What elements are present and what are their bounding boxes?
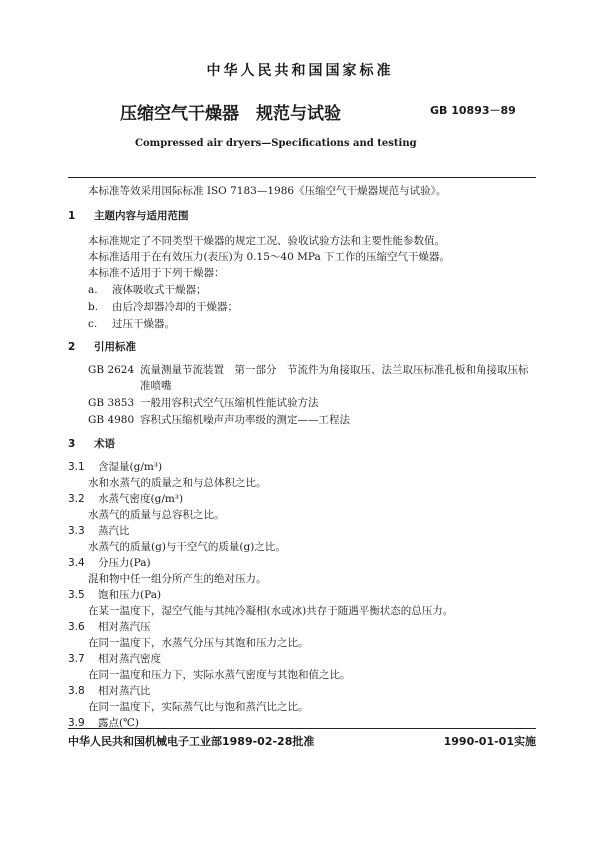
reference-item [88,413,350,427]
term-number: 3.7 [68,653,85,665]
term-name: 含湿量(g/m³) [98,461,163,473]
term-definition: 水蒸气的质量(g)与干空气的质量(g)之比。 [88,541,286,553]
list-item [88,300,238,314]
term-name: 露点(℃) [98,717,139,729]
term-definition: 在同一温度和压力下，实际水蒸气密度与其饱和值之比。 [88,669,351,681]
reference-code: GB 2624 [88,364,135,376]
list-item [88,283,207,297]
term-name: 相对蒸汽比 [98,685,151,697]
list-label: c. [88,318,98,330]
section-title: 主题内容与适用范围 [94,210,189,222]
reference-code: GB 4980 [88,414,135,426]
section-number: 2 [68,341,76,353]
term-name: 蒸汽比 [98,525,130,537]
list-text: 过压干燥器。 [112,318,175,330]
term-heading [68,492,183,506]
term-number: 3.8 [68,685,85,697]
term-name: 相对蒸汽压 [98,621,151,633]
paragraph: 本标准规定了不同类型干燥器的规定工况、验收试验方法和主要性能参数值。 [88,235,445,247]
document-title: 压缩空气干燥器 规范与试验 [120,104,341,124]
list-text: 由后冷却器冷却的干燥器； [112,301,238,313]
term-number: 3.9 [68,717,85,729]
section-3-heading [68,437,115,451]
footer-divider [68,728,536,729]
english-title: Compressed air dryers—Specifications and testing [135,138,417,149]
term-heading [68,588,161,602]
reference-title: 一般用容积式空气压缩机性能试验方法 [140,397,319,409]
section-title: 术语 [94,438,115,450]
section-title: 引用标准 [94,341,136,353]
section-1-heading [68,209,189,223]
list-text: 液体吸收式干燥器； [112,284,207,296]
term-definition: 混和物中任一组分所产生的绝对压力。 [88,573,267,585]
term-heading [68,556,151,570]
term-number: 3.1 [68,461,85,473]
term-heading [68,620,151,634]
term-number: 3.2 [68,493,85,505]
term-heading [68,652,161,666]
term-definition: 在同一温度下，实际蒸气比与饱和蒸汽比之比。 [88,701,309,713]
term-definition: 在同一温度下，水蒸气分压与其饱和压力之比。 [88,637,309,649]
term-number: 3.5 [68,589,85,601]
section-number: 3 [68,438,76,450]
issuer-heading: 中华人民共和国国家标准 [206,63,394,79]
reference-item [88,363,529,377]
term-heading [68,684,151,698]
reference-code: GB 3853 [88,397,135,409]
list-label: b. [88,301,99,313]
term-definition: 水蒸气的质量与总容积之比。 [88,509,225,521]
effective-date: 1990-01-01实施 [443,735,536,748]
reference-item [88,396,319,410]
list-item [88,317,175,331]
reference-title: 流量测量节流装置 第一部分 节流件为角接取压、法兰取压标准孔板和角接取压标 [140,364,529,376]
term-name: 饱和压力(Pa) [98,589,162,601]
reference-continuation: 准喷嘴 [140,380,172,392]
standard-number: GB 10893－89 [430,104,516,117]
intro-text: 本标准等效采用国际标准 ISO 7183—1986《压缩空气干燥器规范与试验》。 [88,185,447,197]
term-number: 3.6 [68,621,85,633]
term-number: 3.3 [68,525,85,537]
term-name: 水蒸气密度(g/m³) [98,493,184,505]
term-name: 相对蒸汽密度 [98,653,161,665]
term-heading [68,524,130,538]
term-definition: 水和水蒸气的质量之和与总体积之比。 [88,477,267,489]
paragraph: 本标准不适用于下列干燥器： [88,267,225,279]
term-heading [68,460,162,474]
term-name: 分压力(Pa) [98,557,151,569]
paragraph: 本标准适用于在有效压力(表压)为 0.15～40 MPa 下工作的压缩空气干燥器。 [88,251,451,263]
section-number: 1 [68,210,76,222]
section-2-heading [68,340,136,354]
term-definition: 在某一温度下，湿空气能与其纯冷凝相(水或冰)共存于随遇平衡状态的总压力。 [88,605,454,617]
approval-note: 中华人民共和国机械电子工业部1989-02-28批准 [68,735,315,748]
header-divider [68,177,536,178]
term-number: 3.4 [68,557,85,569]
reference-title: 容积式压缩机噪声声功率级的测定——工程法 [140,414,350,426]
list-label: a. [88,284,98,296]
